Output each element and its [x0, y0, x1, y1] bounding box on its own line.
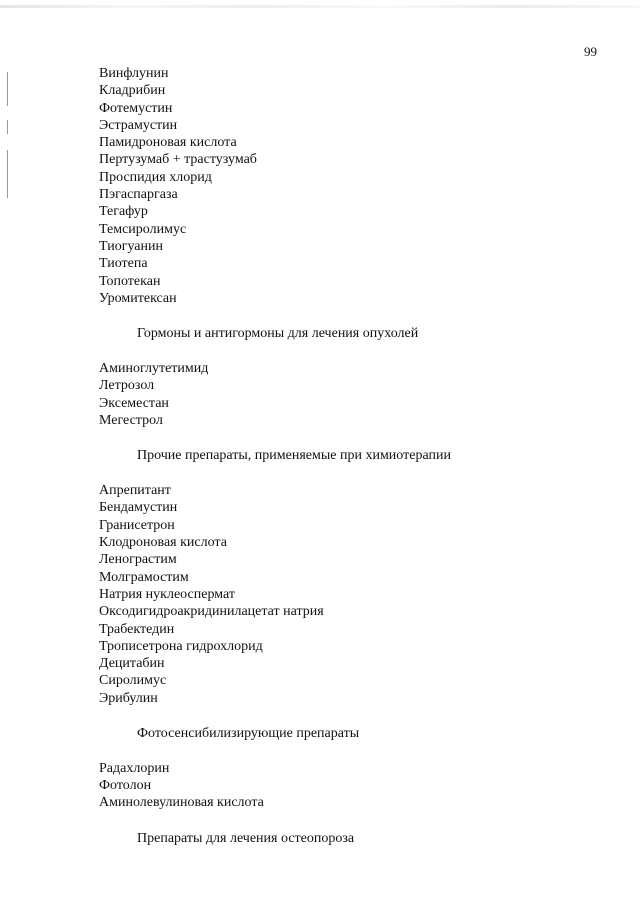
list-item: Тегафур — [99, 204, 148, 220]
list-item: Апрепитант — [99, 483, 171, 499]
scan-edge-artifact — [0, 5, 640, 8]
margin-scan-mark — [7, 120, 8, 134]
list-item: Топотекан — [99, 273, 161, 289]
section-heading: Препараты для лечения остеопороза — [137, 830, 355, 846]
section-antineoplastic-list — [99, 65, 599, 307]
list-item: Гранисетрон — [99, 517, 175, 533]
list-item: Темсиролимус — [99, 221, 187, 237]
list-item: Мегестрол — [99, 412, 163, 428]
list-item: Оксодигидроакридинилацетат натрия — [99, 604, 324, 620]
list-item: Эстрамустин — [99, 117, 178, 133]
section-heading: Фотосенсибилизирующие препараты — [137, 725, 360, 741]
list-item: Проспидия хлорид — [99, 169, 212, 185]
section-heading: Прочие препараты, применяемые при химиотерапии — [137, 448, 451, 464]
section-hormones — [99, 325, 599, 429]
list-item: Радахлорин — [99, 760, 170, 776]
list-item: Пертузумаб + трастузумаб — [99, 152, 257, 168]
list-item: Децитабин — [99, 656, 165, 672]
list-item: Ленограстим — [99, 552, 177, 568]
list-item: Кладрибин — [99, 83, 166, 99]
list-item: Аминолевулиновая кислота — [99, 795, 264, 811]
section-osteoporosis — [99, 830, 599, 847]
list-item: Тиотепа — [99, 256, 148, 272]
list-item: Тиогуанин — [99, 238, 163, 254]
page-number: 99 — [584, 44, 597, 59]
list-item: Молграмостим — [99, 569, 189, 585]
list-item: Аминоглутетимид — [99, 361, 209, 377]
list-item: Фотемустин — [99, 100, 173, 116]
section-other-chemotherapy — [99, 447, 599, 707]
section-photosensitizers — [99, 725, 599, 812]
section-heading: Гормоны и антигормоны для лечения опухолей — [137, 326, 419, 342]
list-item: Фотолон — [99, 778, 152, 794]
list-item: Трописетрона гидрохлорид — [99, 638, 263, 654]
list-item: Эксеместан — [99, 395, 169, 411]
list-item: Летрозол — [99, 378, 155, 394]
list-item: Клодроновая кислота — [99, 535, 227, 551]
list-item: Трабектедин — [99, 621, 175, 637]
list-item: Натрия нуклеоспермат — [99, 586, 235, 602]
list-item: Пэгаспаргаза — [99, 187, 178, 203]
list-item: Сиролимус — [99, 673, 167, 689]
margin-scan-mark — [7, 72, 8, 106]
list-item: Винфлунин — [99, 66, 169, 81]
list-item: Памидроновая кислота — [99, 135, 237, 151]
list-item: Бендамустин — [99, 500, 178, 516]
document-body — [99, 65, 599, 865]
list-item: Уромитексан — [99, 290, 177, 306]
margin-scan-mark — [7, 150, 8, 198]
list-item: Эрибулин — [99, 690, 158, 706]
